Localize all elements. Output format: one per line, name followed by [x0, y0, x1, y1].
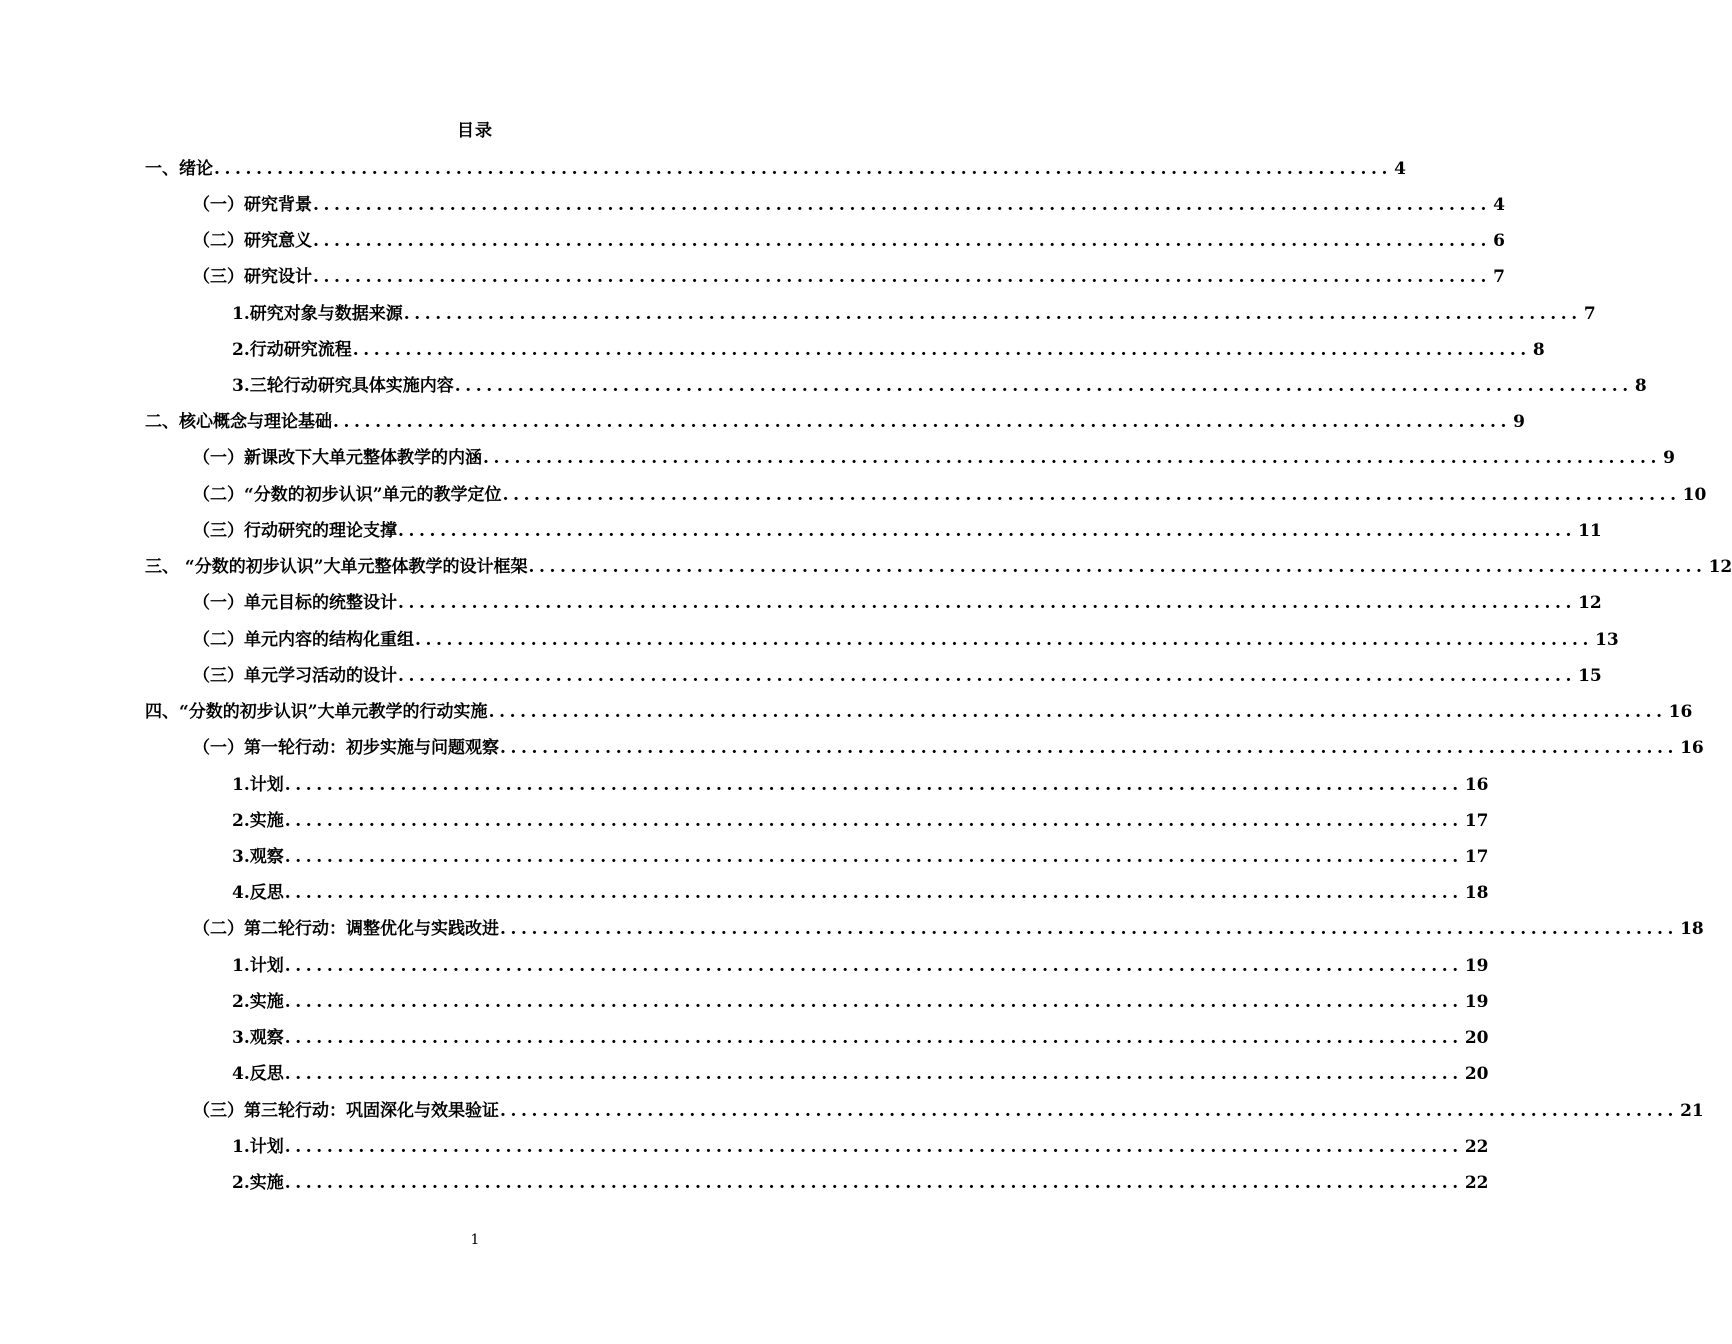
toc-entry[interactable] [232, 950, 1489, 982]
toc-entry-leader: ................................................................................................................ [500, 919, 1679, 939]
toc-entry-leader: ................................................................................................................ [352, 340, 1531, 360]
toc-entry-page: 7 [1583, 304, 1596, 324]
toc-entry-title: 1.计划 [232, 1137, 284, 1157]
toc-entry[interactable] [193, 660, 1602, 692]
toc-entry-title: （一）研究背景 [193, 195, 312, 215]
toc-entry-leader: ................................................................................................................ [500, 1101, 1679, 1121]
toc-entry[interactable] [232, 1167, 1489, 1199]
toc-entry[interactable] [193, 1095, 1704, 1127]
toc-entry-title: 2.实施 [232, 811, 284, 831]
toc-entry-title: （一）第一轮行动：初步实施与问题观察 [193, 738, 499, 758]
toc-entry-page: 9 [1663, 448, 1675, 468]
toc-entry[interactable] [232, 1022, 1489, 1054]
toc-entry-page: 20 [1464, 1028, 1489, 1048]
toc-entry-page: 18 [1680, 919, 1704, 939]
toc-entry-title: （二）单元内容的结构化重组 [193, 630, 414, 650]
toc-entry-leader: ................................................................................................................ [313, 231, 1492, 251]
toc-entry-leader: ................................................................................................................ [502, 485, 1681, 505]
toc-entry[interactable] [193, 479, 1707, 511]
toc-entry[interactable] [232, 298, 1596, 330]
toc-entry-leader: ................................................................................................................ [528, 557, 1707, 577]
toc-entry[interactable] [232, 877, 1489, 909]
toc-entry[interactable] [193, 261, 1505, 293]
toc-entry-page: 17 [1464, 847, 1489, 867]
toc-entry-title: 1.研究对象与数据来源 [232, 304, 403, 324]
toc-entry-leader: ................................................................................................................ [398, 593, 1577, 613]
toc-entry-title: （三）第三轮行动：巩固深化与效果验证 [193, 1101, 499, 1121]
toc-entry-page: 9 [1513, 412, 1525, 432]
toc-entry[interactable] [145, 696, 1693, 728]
toc-entry-title: 2.行动研究流程 [232, 340, 352, 360]
toc-entry[interactable] [193, 913, 1704, 945]
toc-entry-title: （二）“分数的初步认识”单元的教学定位 [193, 485, 502, 505]
toc-entry-leader: ................................................................................................................ [403, 304, 1582, 324]
toc-entry-page: 10 [1682, 485, 1707, 505]
toc-entry-page: 13 [1595, 630, 1619, 650]
toc-entry-title: （三）研究设计 [193, 267, 312, 287]
toc-entry-leader: ................................................................................................................ [284, 883, 1463, 903]
toc-entry-page: 21 [1680, 1101, 1704, 1121]
toc-entry-leader: ................................................................................................................ [398, 521, 1577, 541]
toc-entry-leader: ................................................................................................................ [313, 195, 1492, 215]
toc-entry-title: 4.反思 [232, 883, 284, 903]
toc-entry-title: 3.三轮行动研究具体实施内容 [232, 376, 454, 396]
toc-entry-title: 2.实施 [232, 992, 284, 1012]
toc-entry[interactable] [193, 442, 1675, 474]
toc-entry-leader: ................................................................................................................ [284, 811, 1463, 831]
toc-entry-page: 16 [1668, 702, 1693, 722]
toc-entry-page: 19 [1464, 992, 1489, 1012]
toc-entry[interactable] [232, 841, 1489, 873]
toc-entry-page: 4 [1493, 195, 1505, 215]
toc-entry-title: 三、 “分数的初步认识”大单元整体教学的设计框架 [145, 557, 528, 577]
toc-entry-page: 16 [1680, 738, 1704, 758]
toc-entry-page: 11 [1578, 521, 1602, 541]
toc-entry-title: （一）新课改下大单元整体教学的内涵 [193, 448, 482, 468]
toc-entry-title: （二）研究意义 [193, 231, 312, 251]
toc-entry-leader: ................................................................................................................ [333, 412, 1512, 432]
toc-entry[interactable] [232, 370, 1647, 402]
toc-entry-page: 15 [1578, 666, 1602, 686]
toc-entry-leader: ................................................................................................................ [454, 376, 1633, 396]
toc-entry-page: 8 [1634, 376, 1647, 396]
toc-entry-page: 8 [1532, 340, 1545, 360]
toc-entry[interactable] [193, 225, 1505, 257]
toc-entry[interactable] [232, 1131, 1489, 1163]
toc-entry-page: 16 [1464, 775, 1489, 795]
toc-entry-page: 19 [1464, 956, 1489, 976]
toc-entry-title: 3.观察 [232, 847, 284, 867]
toc-entry-page: 4 [1394, 159, 1406, 179]
toc-entry[interactable] [232, 1058, 1489, 1090]
toc-entry-page: 12 [1708, 557, 1732, 577]
toc-entry-title: 3.观察 [232, 1028, 284, 1048]
toc-entry[interactable] [145, 406, 1525, 438]
toc-entry-leader: ................................................................................................................ [313, 267, 1492, 287]
page-number: 1 [470, 1232, 480, 1248]
toc-entry[interactable] [232, 769, 1489, 801]
toc-entry-title: 二、核心概念与理论基础 [145, 412, 332, 432]
toc-entry-leader: ................................................................................................................ [284, 1173, 1463, 1193]
toc-entry-leader: ................................................................................................................ [483, 448, 1662, 468]
toc-entry[interactable] [145, 153, 1406, 185]
toc-entry-leader: ................................................................................................................ [284, 1064, 1463, 1084]
toc-entry[interactable] [193, 189, 1505, 221]
toc-entry[interactable] [193, 624, 1619, 656]
toc-entry-leader: ................................................................................................................ [284, 775, 1463, 795]
toc-entry-title: （一）单元目标的统整设计 [193, 593, 397, 613]
toc-entry-leader: ................................................................................................................ [284, 847, 1463, 867]
toc-entry[interactable] [145, 551, 1732, 583]
toc-entry-leader: ................................................................................................................ [284, 1137, 1463, 1157]
toc-entry-leader: ................................................................................................................ [415, 630, 1594, 650]
toc-entry[interactable] [232, 986, 1489, 1018]
toc-entry-title: 四、“分数的初步认识”大单元教学的行动实施 [145, 702, 488, 722]
toc-entry-page: 17 [1464, 811, 1489, 831]
toc-entry[interactable] [193, 732, 1704, 764]
toc-entry-page: 7 [1493, 267, 1505, 287]
toc-entry-leader: ................................................................................................................ [284, 1028, 1463, 1048]
toc-entry-leader: ................................................................................................................ [398, 666, 1577, 686]
toc-entry-title: 4.反思 [232, 1064, 284, 1084]
toc-entry-leader: ................................................................................................................ [284, 992, 1463, 1012]
toc-entry-title: 1.计划 [232, 956, 284, 976]
toc-entry[interactable] [232, 805, 1489, 837]
toc-entry[interactable] [193, 587, 1602, 619]
toc-entry-leader: ................................................................................................................ [214, 159, 1393, 179]
toc-entry-title: 1.计划 [232, 775, 284, 795]
toc-entry-title: （三）行动研究的理论支撑 [193, 521, 397, 541]
toc-entry-page: 6 [1493, 231, 1505, 251]
toc-entry-page: 22 [1464, 1173, 1489, 1193]
toc-entry[interactable] [232, 334, 1545, 366]
toc-entry[interactable] [193, 515, 1602, 547]
toc-entry-title: （三）单元学习活动的设计 [193, 666, 397, 686]
toc-entry-title: 一、绪论 [145, 159, 213, 179]
toc-entry-leader: ................................................................................................................ [500, 738, 1679, 758]
toc-entry-leader: ................................................................................................................ [284, 956, 1463, 976]
toc-entry-title: （二）第二轮行动：调整优化与实践改进 [193, 919, 499, 939]
toc-entry-page: 22 [1464, 1137, 1489, 1157]
toc-entry-page: 18 [1464, 883, 1489, 903]
toc-entry-page: 20 [1464, 1064, 1489, 1084]
toc-entry-title: 2.实施 [232, 1173, 284, 1193]
toc-title: 目录 [457, 121, 493, 141]
toc-entry-page: 12 [1578, 593, 1602, 613]
toc-entry-leader: ................................................................................................................ [488, 702, 1667, 722]
